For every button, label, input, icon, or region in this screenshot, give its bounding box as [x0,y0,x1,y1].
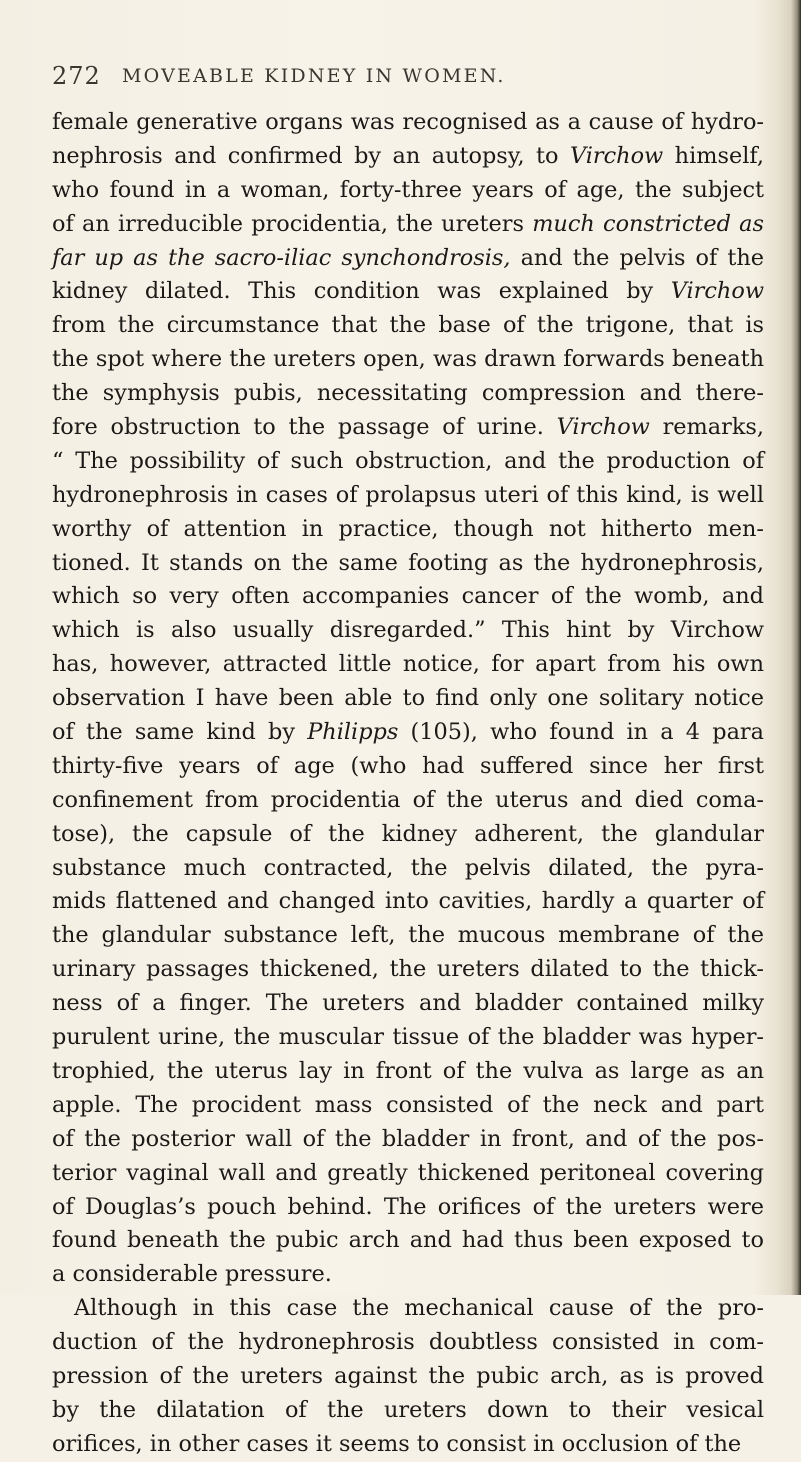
text-run: from the circumstance that the base of the trigone, that is [52,312,764,339]
text-run: worthy of attention in practice, though not hitherto men- [52,515,764,542]
text-run: substance much contracted, the pelvis dilated, the pyra- [52,854,764,881]
text-run: of an irreducible procidentia, the ureters [52,210,533,237]
text-run: by the dilatation of the ureters down to their vesical [52,1396,764,1423]
text-line [52,411,764,445]
italic-text: Philipps [307,719,399,746]
text-line [52,852,764,886]
text-line [52,1292,764,1326]
text-line [52,1157,764,1191]
text-run: ness of a finger. The ureters and bladder contained milky [52,990,764,1017]
text-line [52,140,764,174]
text-run: himself, [663,142,764,169]
text-run: of the posterior wall of the bladder in front, and of the pos- [52,1125,764,1152]
text-run: pression of the ureters against the pubic arch, as is proved [52,1362,764,1389]
text-run: confinement from procidentia of the uterus and died coma- [52,786,764,813]
body-text [52,106,764,1462]
text-run: Although in this case the mechanical cause of the pro- [74,1295,764,1322]
text-run: orifices, in other cases it seems to consist in occlusion of the [52,1430,742,1457]
text-line [52,106,764,140]
text-run: purulent urine, the muscular tissue of the bladder was hyper- [52,1024,764,1051]
page-edge-shadow [791,0,801,1295]
text-line [52,174,764,208]
text-line [52,648,764,682]
running-head [52,62,752,94]
text-run: (105), who found in a 4 para [398,719,764,746]
text-line [52,275,764,309]
text-run: which so very often accompanies cancer of the womb, and [52,583,764,610]
text-line [52,716,764,750]
text-line [52,919,764,953]
text-run: tose), the capsule of the kidney adherent, the glandular [52,820,764,847]
text-run: the symphysis pubis, necessitating compression and there- [52,380,764,407]
text-line [52,987,764,1021]
text-line [52,1428,764,1462]
text-run: found beneath the pubic arch and had thus been exposed to [52,1227,764,1254]
text-run: trophied, the uterus lay in front of the vulva as large as an [52,1057,764,1084]
text-run: apple. The procident mass consisted of the neck and part [52,1091,764,1118]
text-line [52,242,764,276]
text-run: female generative organs was recognised as a cause of hydro- [52,109,764,135]
italic-text: Virchow [670,278,764,305]
text-line [52,614,764,648]
text-line [52,1360,764,1394]
text-run: duction of the hydronephrosis doubtless consisted in com- [52,1329,764,1356]
text-line [52,208,764,242]
text-line [52,513,764,547]
text-run: tioned. It stands on the same footing as the hydronephrosis, [52,549,764,576]
text-run: the glandular substance left, the mucous membrane of the [52,922,764,949]
text-run: kidney dilated. This condition was explained by [52,278,671,305]
text-line [52,1055,764,1089]
text-run: remarks, [649,414,765,441]
text-run: observation I have been able to find only one solitary notice [52,685,764,712]
text-line [52,885,764,919]
text-line [52,1123,764,1157]
text-line [52,547,764,581]
italic-text: Virchow [569,142,664,169]
text-line [52,343,764,377]
text-line [52,445,764,479]
running-title: MOVEABLE KIDNEY IN WOMEN. [122,65,506,87]
text-run: mids flattened and changed into cavities, hardly a quarter of [52,888,764,915]
text-line [52,1021,764,1055]
text-run: fore obstruction to the passage of urine. [52,414,557,441]
text-run: nephrosis and confirmed by an autopsy, to [52,142,570,169]
text-line [52,1258,764,1292]
text-line [52,1394,764,1428]
text-run: a considerable pressure. [52,1261,332,1288]
text-line [52,580,764,614]
text-run: who found in a woman, forty-three years of age, the subject [52,176,764,203]
text-run: terior vaginal wall and greatly thickened peritoneal covering [52,1159,764,1186]
text-line [52,1224,764,1258]
italic-text: much constricted as [532,210,765,237]
text-line [52,1089,764,1123]
text-run: the spot where the ureters open, was drawn forwards beneath [52,346,764,373]
text-run: thirty-five years of age (who had suffered since her first [52,752,764,779]
text-run: has, however, attracted little notice, for apart from his own [52,651,764,678]
text-run: and the pelvis of the [510,244,765,271]
text-line [52,1191,764,1225]
text-run: of the same kind by [52,719,308,746]
text-run: of Douglas’s pouch behind. The orifices of the ureters were [52,1193,764,1220]
text-run: hydronephrosis in cases of prolapsus uteri of this kind, is well [52,481,764,508]
italic-text: Virchow [556,414,650,441]
text-run: urinary passages thickened, the ureters dilated to the thick- [52,956,764,983]
text-run: which is also usually disregarded.” This hint by Virchow [52,617,764,644]
text-line [52,377,764,411]
text-line [52,309,764,343]
text-line [52,479,764,513]
page-number: 272 [52,62,101,90]
text-run: “ The possibility of such obstruction, and the production of [52,447,764,474]
italic-text: far up as the sacro-iliac synchondrosis, [52,244,511,271]
text-line [52,953,764,987]
text-line [52,784,764,818]
text-line [52,818,764,852]
text-line [52,1326,764,1360]
text-line [52,682,764,716]
text-line [52,750,764,784]
